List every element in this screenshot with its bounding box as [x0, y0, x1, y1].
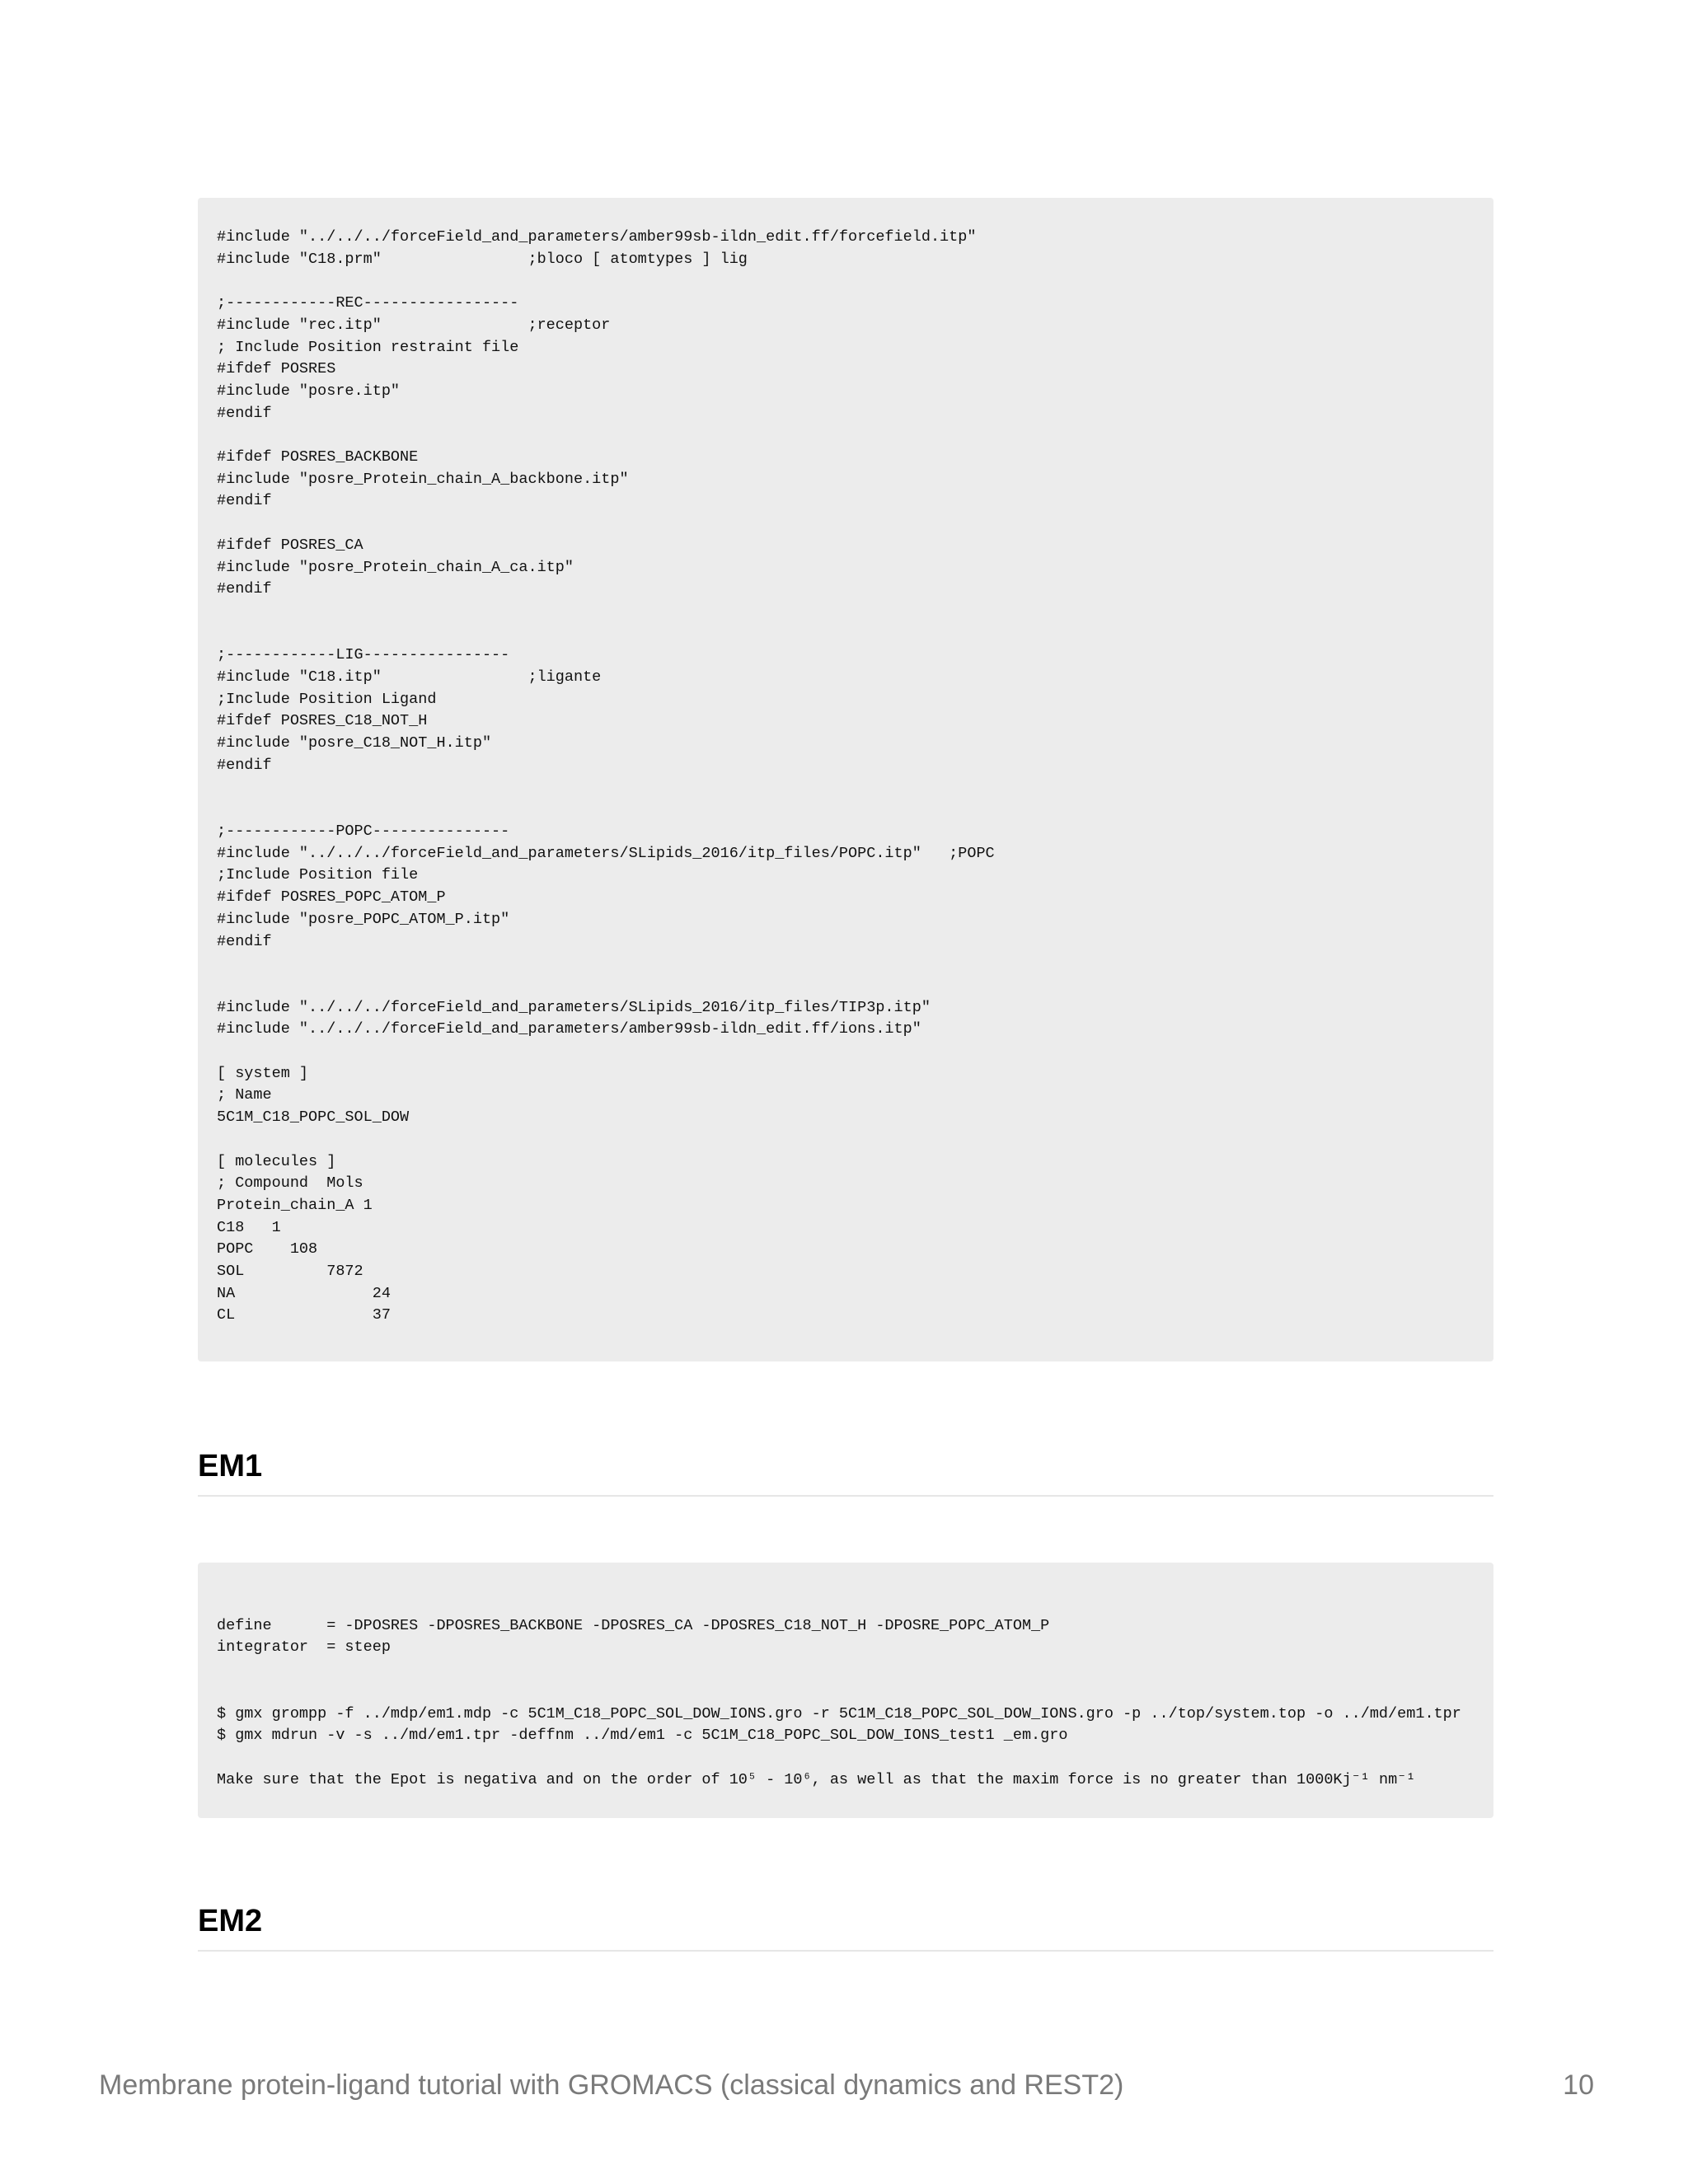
em1-code-block: [198, 1563, 1493, 1818]
topology-code-block: [198, 198, 1493, 1361]
heading-divider-em2: [198, 1950, 1493, 1952]
section-heading-em1: EM1: [198, 1449, 263, 1483]
topology-code-text: #include "../../../forceField_and_parameters/amber99sb-ildn_edit.ff/forcefield.itp" #include "C18.prm" ;bloco [ atomtypes ] lig ;------------REC----------------- #include "rec.itp" ;receptor ; Include Position restraint file #ifdef POSRES #include "posre.itp" #endif #ifdef POSRES_BACKBONE #include "posre_Protein_chain_A_backbone.itp" #endif #ifdef POSRES_CA #include "posre_Protein_chain_A_ca.itp" #endif ;------------LIG---------------- #include "C18.itp" ;ligante ;Include Position Ligand #ifdef POSRES_C18_NOT_H #include "posre_C18_NOT_H.itp" #endif ;------------POPC--------------- #include "../../../forceField_and_parameters/SLipids_2016/itp_files/POPC.itp" ;POPC ;Include Position file #ifdef POSRES_POPC_ATOM_P #include "posre_POPC_ATOM_P.itp" #endif #include "../../../forceField_and_parameters/SLipids_2016/itp_files/TIP3p.itp" #include "../../../forceField_and_parameters/amber99sb-ildn_edit.ff/ions.itp" [ system ] ; Name 5C1M_C18_POPC_SOL_DOW [ molecules ] ; Compound Mols Protein_chain_A 1 C18 1 POPC 108 SOL 7872 NA 24 CL 37: [217, 228, 995, 1324]
heading-divider-em1: [198, 1495, 1493, 1497]
em1-code-text: define = -DPOSRES -DPOSRES_BACKBONE -DPOSRES_CA -DPOSRES_C18_NOT_H -DPOSRE_POPC_ATOM_P integrator = steep $ gmx grompp -f ../mdp/em1.mdp -c 5C1M_C18_POPC_SOL_DOW_IONS.gro -r 5C1M_C18_POPC_SOL_DOW_IONS.gro -p ../top/system.top -o ../md/em1.tpr $ gmx mdrun -v -s ../md/em1.tpr -deffnm ../md/em1 -c 5C1M_C18_POPC_SOL_DOW_IONS_test1 _em.gro Make sure that the Epot is negativa and on the order of 10⁵ - 10⁶, as well as that the maxim force is no greater than 1000Kj⁻¹ nm⁻¹: [217, 1616, 1461, 1788]
section-heading-em2: EM2: [198, 1904, 263, 1938]
footer-document-title: Membrane protein-ligand tutorial with GROMACS (classical dynamics and REST2): [99, 2069, 1124, 2101]
footer-page-number: 10: [1563, 2069, 1594, 2101]
